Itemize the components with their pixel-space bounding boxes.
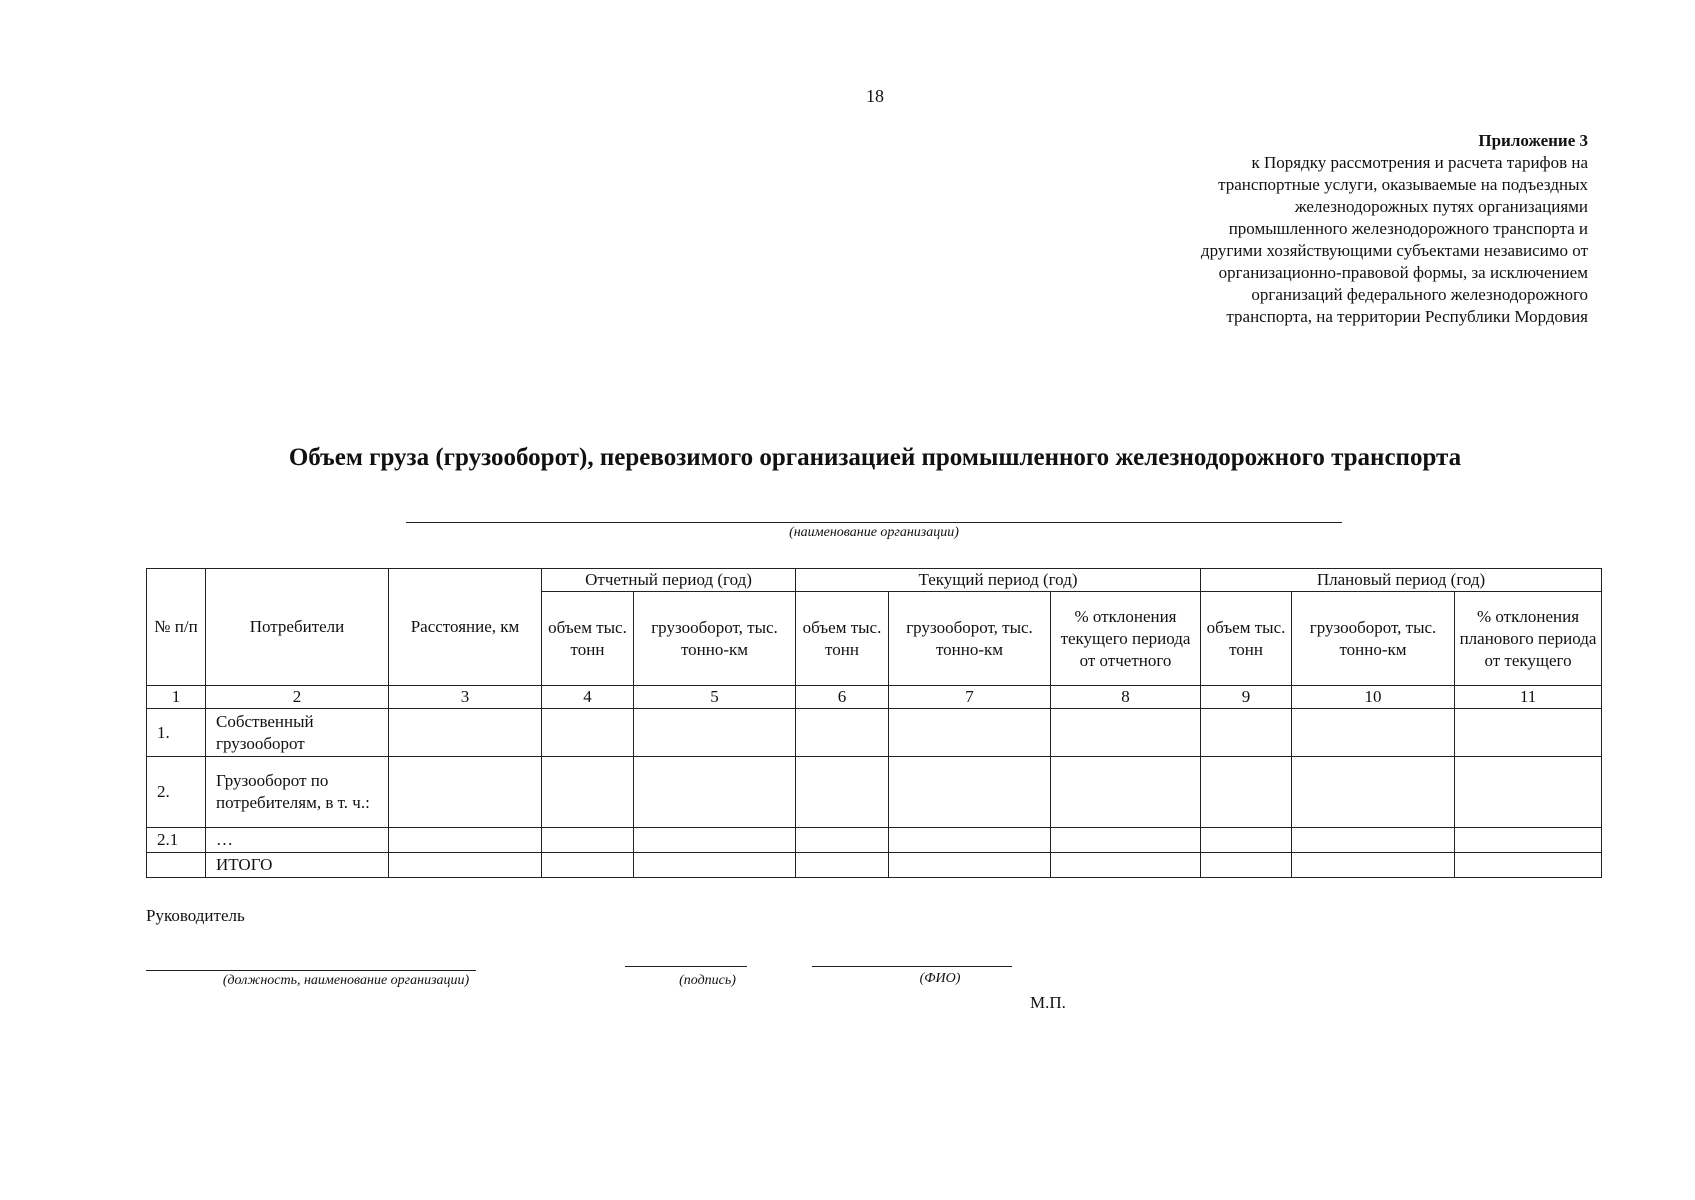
appendix-block [1108,130,1588,328]
header-consumers: Потребители [206,569,389,686]
table-cell [542,709,634,757]
column-number: 4 [542,686,634,709]
table-cell [1455,709,1602,757]
document-title: Объем груза (грузооборот), перевозимого организацией промышленного железнодорожного транспорта [288,444,1462,471]
table-cell [542,853,634,878]
row-label: … [206,828,389,853]
table-cell [1051,828,1201,853]
name-caption: (ФИО) [919,971,961,986]
header-deviation-planned: % отклонения планового периода от текущего [1455,592,1602,686]
column-number: 6 [796,686,889,709]
table-row [147,757,1602,828]
header-current-period: Текущий период (год) [796,569,1201,592]
table-row-total [147,853,1602,878]
header-volume: объем тыс. тонн [1201,592,1292,686]
table-cell [542,828,634,853]
signature-caption: (подпись) [679,973,736,988]
table-cell [1292,709,1455,757]
cargo-volume-table [146,568,1602,878]
table-cell [1292,853,1455,878]
position-caption: (должность, наименование организации) [222,973,470,988]
column-number: 5 [634,686,796,709]
table-cell [1455,828,1602,853]
table-cell [889,853,1051,878]
column-number: 3 [389,686,542,709]
header-turnover: грузооборот, тыс. тонно-км [1292,592,1455,686]
table-cell [634,709,796,757]
header-num: № п/п [147,569,206,686]
appendix-line: к Порядку рассмотрения и расчета тарифов на [1251,153,1588,172]
table-cell [1201,828,1292,853]
row-label: Собственный грузооборот [206,709,389,757]
table-cell [796,757,889,828]
header-planned-period: Плановый период (год) [1201,569,1602,592]
table-cell [1051,757,1201,828]
table-row [147,828,1602,853]
appendix-line: транспортные услуги, оказываемые на подъездных [1218,175,1588,194]
appendix-line: железнодорожных путях организациями [1294,197,1588,216]
header-deviation-current: % отклонения текущего периода от отчетного [1051,592,1201,686]
table-cell [389,853,542,878]
header-turnover: грузооборот, тыс. тонно-км [889,592,1051,686]
table-cell [796,709,889,757]
table-cell [389,828,542,853]
row-num: 2. [147,757,206,828]
table-cell [1292,757,1455,828]
row-num [147,853,206,878]
table-cell [1051,853,1201,878]
column-number: 2 [206,686,389,709]
table-cell [889,709,1051,757]
table-cell [1201,709,1292,757]
table-cell [542,757,634,828]
column-number: 7 [889,686,1051,709]
column-number: 11 [1455,686,1602,709]
table-cell [389,757,542,828]
table-row [147,709,1602,757]
row-num: 2.1 [147,828,206,853]
appendix-line: организационно-правовой формы, за исключением [1218,263,1588,282]
header-distance: Расстояние, км [389,569,542,686]
table-cell [1201,757,1292,828]
appendix-line: организаций федерального железнодорожного [1251,285,1588,304]
name-line [812,966,1012,967]
appendix-line: другими хозяйствующими субъектами независимо от [1200,241,1588,260]
table-cell [1455,853,1602,878]
page-number: 18 [866,86,884,106]
header-reporting-period: Отчетный период (год) [542,569,796,592]
organization-name-line [406,522,1342,523]
table-cell [796,828,889,853]
header-volume: объем тыс. тонн [542,592,634,686]
table-cell [889,757,1051,828]
header-turnover: грузооборот, тыс. тонно-км [634,592,796,686]
table-cell [889,828,1051,853]
head-label: Руководитель [146,906,245,925]
table-cell [389,709,542,757]
column-number: 10 [1292,686,1455,709]
table-cell [634,828,796,853]
row-num: 1. [147,709,206,757]
table-cell [1051,709,1201,757]
table-cell [1201,853,1292,878]
appendix-line: промышленного железнодорожного транспорта и [1228,219,1588,238]
position-line [146,970,476,971]
appendix-title: Приложение 3 [1478,131,1588,150]
column-number: 1 [147,686,206,709]
stamp-place: М.П. [1030,993,1066,1012]
table-cell [796,853,889,878]
header-volume: объем тыс. тонн [796,592,889,686]
table-cell [634,757,796,828]
table-cell [1455,757,1602,828]
column-number: 8 [1051,686,1201,709]
signature-line [625,966,747,967]
row-label: Грузооборот по потребителям, в т. ч.: [206,757,389,828]
table-cell [1292,828,1455,853]
organization-name-caption: (наименование организации) [789,525,959,540]
table-cell [634,853,796,878]
row-label: ИТОГО [206,853,389,878]
appendix-line: транспорта, на территории Республики Мордовия [1226,307,1588,326]
column-number: 9 [1201,686,1292,709]
